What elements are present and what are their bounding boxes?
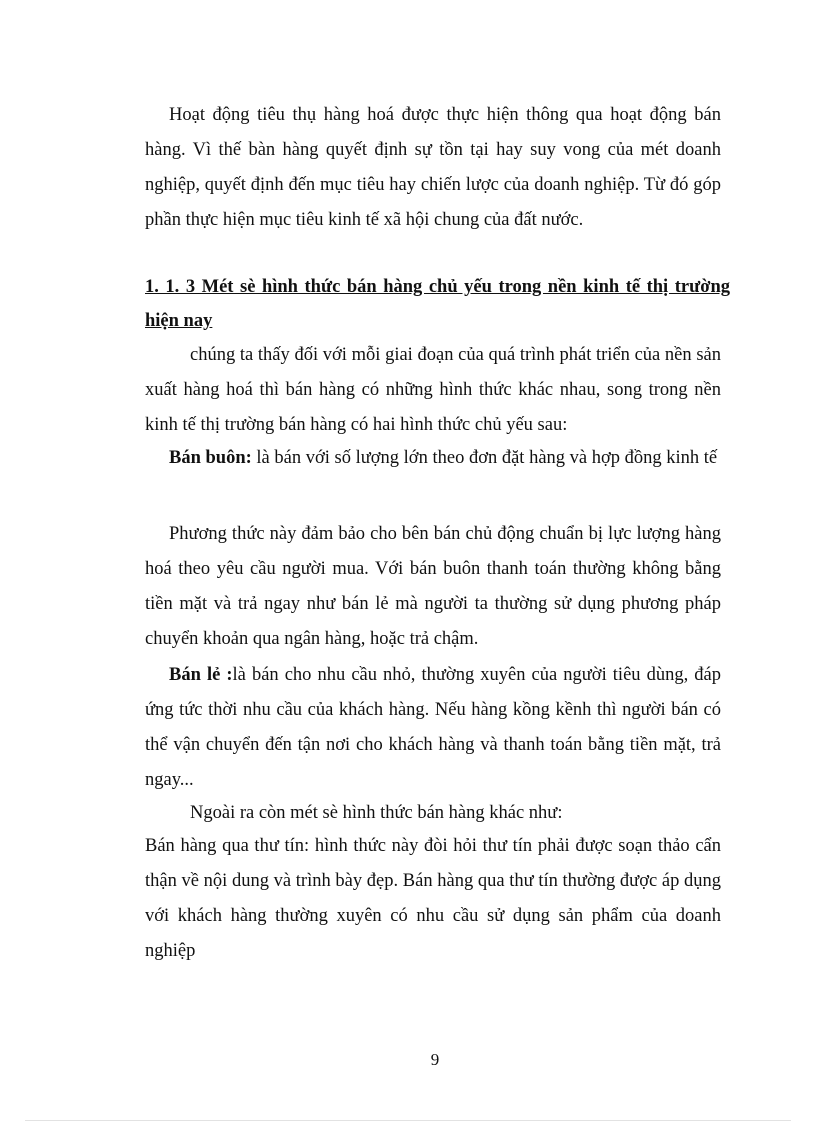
paragraph-mail-order: Bán hàng qua thư tín: hình thức này đòi hỏi thư tín phải được soạn thảo cẩn thận về nội dung và trình bày đẹp. Bán hàng qua thư tín thường được áp dụng với khách hàng thường xuyên có nhu cầu sử dụng sản phẩm của doanh nghiệp	[145, 836, 721, 961]
paragraph-retail	[145, 658, 721, 798]
paragraph-other-forms: Ngoài ra còn mét sè hình thức bán hàng khác như:	[190, 803, 563, 823]
wholesale-definition: là bán với số lượng lớn theo đơn đặt hàng và hợp đồng kinh tế	[251, 448, 718, 468]
paragraph-wholesale-detail: Phương thức này đảm bảo cho bên bán chủ động chuẩn bị lực lượng hàng hoá theo yêu cầu người mua. Với bán buôn thanh toán thường không bằng tiền mặt và trả ngay như bán lẻ mà người ta thường sử dụng phương pháp chuyển khoản qua ngân hàng, hoặc trả chậm.	[145, 524, 721, 649]
wholesale-term: Bán buôn:	[169, 448, 252, 468]
paragraph-wholesale	[145, 441, 721, 476]
retail-definition: là bán cho nhu cầu nhỏ, thường xuyên của người tiêu dùng, đáp ứng tức thời nhu cầu của khách hàng. Nếu hàng kồng kềnh thì người bán có thể vận chuyển đến tận nơi cho khách hàng và thanh toán bằng tiền mặt, trả ngay...	[145, 665, 722, 790]
retail-term: Bán lẻ :	[169, 665, 233, 685]
paragraph-intro: Hoạt động tiêu thụ hàng hoá được thực hiện thông qua hoạt động bán hàng. Vì thế bàn hàng quyết định sự tồn tại hay suy vong của mét doanh nghiệp, quyết định đến mục tiêu hay chiến lược của doanh nghiệp. Từ đó góp phần thực hiện mục tiêu kinh tế xã hội chung của đất nước.	[145, 105, 721, 230]
page-number: 9	[430, 1050, 440, 1069]
paragraph-overview: chúng ta thấy đối với mỗi giai đoạn của quá trình phát triển của nền sản xuất hàng hoá thì bán hàng có những hình thức khác nhau, song trong nền kinh tế thị trường bán hàng có hai hình thức chủ yếu sau:	[145, 345, 721, 435]
page-bottom-divider	[25, 1120, 791, 1121]
section-heading: 1. 1. 3 Mét sè hình thức bán hàng chủ yếu trong nền kinh tế thị trường hiện nay	[145, 277, 730, 331]
